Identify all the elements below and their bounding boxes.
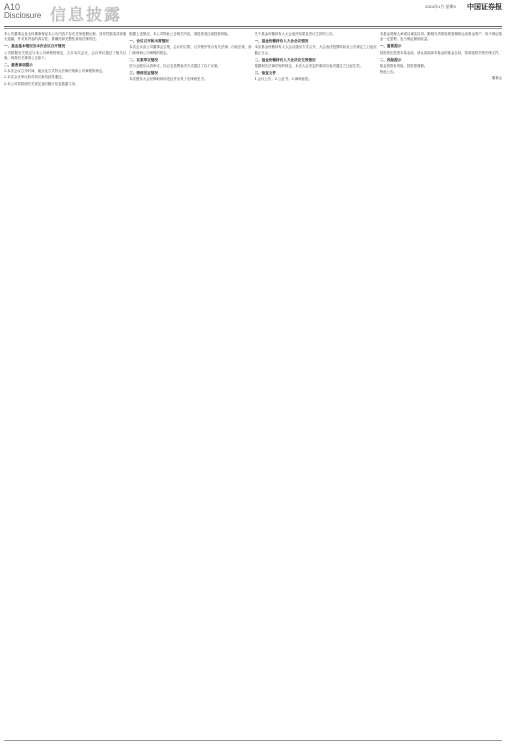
paragraph: 关于基金份额持有人大会表决结果及决议生效的公告。 — [254, 32, 336, 36]
paragraph: 1.会议公告；2.公证书；3.律师意见。 — [254, 77, 312, 82]
paragraph: 根据上述情况，本公司特此公告相关内容，请投资者注意投资风险。 — [129, 32, 231, 36]
paragraph: 3.本公司将按照有关规定及时履行信息披露义务。 — [4, 81, 79, 86]
paragraph: 经与会股东认真审议，以记名投票表决方式通过了以下议案。 — [129, 64, 221, 69]
newspaper-masthead: 中国证券报 — [467, 2, 502, 11]
sub-heading: 二、基金份额持有人大会决议生效情况 — [254, 57, 316, 62]
paragraph: 本次基金份额持有人大会以通讯方式召开，大会表决投票时间自公告规定之日起至截止日止。 — [254, 45, 377, 55]
paragraph: 董事会 — [491, 76, 502, 81]
footer-rule — [4, 740, 502, 741]
sub-heading: 一、重要提示 — [379, 44, 402, 49]
column-3-text — [255, 32, 377, 83]
column-4-text — [380, 32, 502, 82]
paragraph: 根据相关法律法规的规定，本次大会决定的事项自表决通过之日起生效。 — [254, 64, 363, 69]
header-rule — [4, 26, 502, 27]
sub-heading: 二、重要事项提示 — [4, 63, 33, 68]
paragraph: 本公司董事会及全体董事保证本公告内容不存在任何虚假记载、误导性陈述或者重大遗漏，并对其内容的真实性、准确性和完整性承担法律责任。 — [4, 32, 127, 42]
page-header — [0, 0, 506, 30]
page-title: 信息披露 — [50, 5, 123, 24]
paragraph: 1.本次会议召开时间、地点及方式符合法律法规和公司章程的规定。 — [4, 69, 106, 74]
paragraph: 特此公告。 — [379, 70, 397, 75]
column-1 — [4, 32, 126, 738]
section-category: Disclosure — [4, 11, 42, 21]
paragraph: 本基金管理人承诺以诚实信用、勤勉尽责的原则管理和运用基金资产，但不保证基金一定盈利，也不保证最低收益。 — [379, 32, 502, 42]
paragraph: 2.本次会议审议的各项议案均获得通过。 — [4, 75, 65, 80]
column-2-text — [129, 32, 251, 83]
sub-heading: 一、基金份额持有人大会会议情况 — [254, 39, 309, 44]
header-rule-thin — [4, 28, 502, 29]
article-columns — [4, 32, 502, 738]
column-4 — [380, 32, 502, 738]
sub-heading: 一、基金基本情况及本次会议召开情况 — [4, 44, 66, 49]
sub-heading: 一、会议召开和出席情况 — [129, 39, 169, 44]
sub-heading: 二、议案审议情况 — [129, 57, 158, 62]
column-3 — [255, 32, 377, 738]
paragraph: 本次股东大会经律师现场见证并出具了法律意见书。 — [129, 77, 208, 82]
column-1-text — [4, 32, 126, 87]
paragraph: 公司根据有关规定与本公司章程的规定，召开本次会议，会议审议通过了相关议案，现将有关事项公告如下。 — [4, 50, 127, 60]
sub-heading: 二、风险提示 — [379, 57, 402, 62]
column-2 — [129, 32, 251, 738]
sub-heading: 三、备查文件 — [254, 71, 277, 76]
paragraph: 基金投资有风险，投资需谨慎。 — [379, 64, 428, 69]
issue-date: 2024年1月 星期X — [425, 4, 456, 9]
sub-heading: 三、律师见证情况 — [129, 71, 158, 76]
section-label — [4, 3, 41, 21]
paragraph: 投资者在投资本基金前，请认真阅读本基金的基金合同、招募说明书等法律文件。 — [379, 50, 502, 55]
paragraph: 本次会议由公司董事会召集，会议的召集、召开程序符合有关法律、行政法规、部门规章和公司章程的规定。 — [129, 45, 252, 55]
page-number: A10 — [4, 2, 21, 12]
